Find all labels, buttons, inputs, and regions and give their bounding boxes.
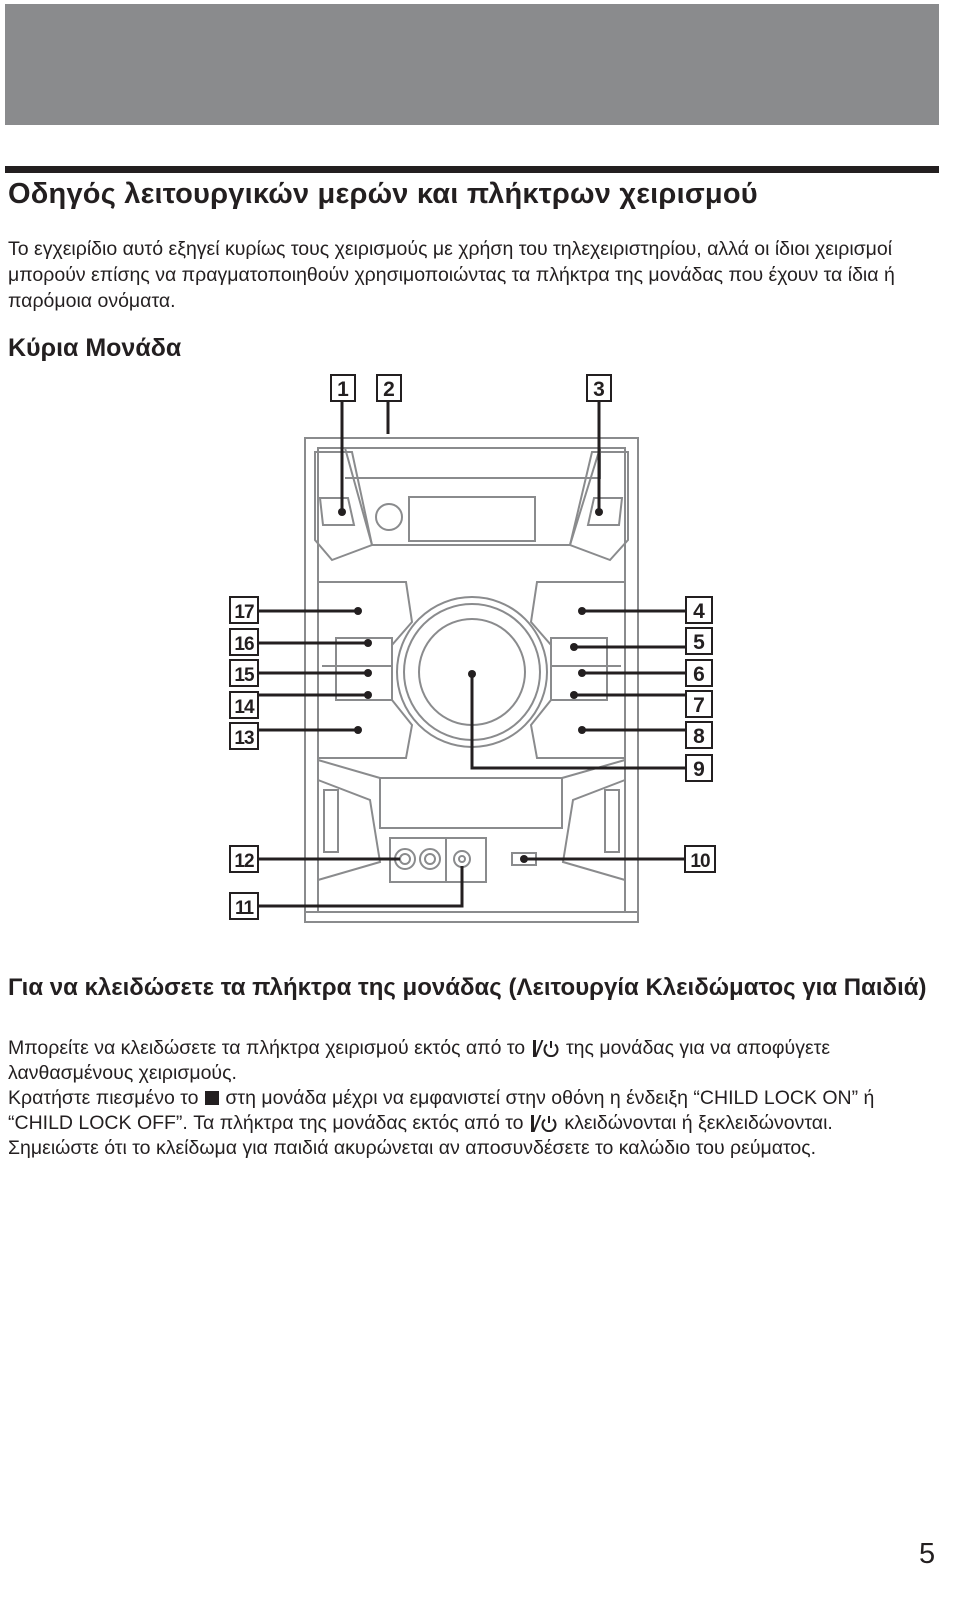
child-lock-paragraph-3: Σημειώστε ότι το κλείδωμα για παιδιά ακυρώνεται αν αποσυνδέσετε το καλώδιο του ρεύματος. — [8, 1137, 817, 1159]
child-lock-paragraph-1 — [8, 1036, 943, 1086]
callout-14: 14 — [234, 697, 254, 718]
child-lock-p2-text-c: κλειδώνονται ή ξεκλειδώνονται. — [564, 1112, 833, 1134]
callout-4: 4 — [693, 600, 705, 623]
callout-15: 15 — [234, 665, 254, 686]
page-title: Οδηγός λειτουργικών μερών και πλήκτρων χειρισμού — [8, 178, 758, 210]
child-lock-p1-text-b: της μονάδας για να αποφύγετε λανθασμένους χειρισμούς. — [8, 1037, 831, 1084]
main-unit-heading: Κύρια Μονάδα — [8, 334, 182, 362]
header-band — [5, 4, 939, 125]
display-window — [409, 497, 535, 541]
callout-2: 2 — [383, 378, 395, 401]
right-button-cluster — [531, 582, 625, 758]
child-lock-body — [8, 1036, 943, 1161]
callout-1: 1 — [337, 378, 349, 401]
callout-3: 3 — [593, 378, 605, 401]
callout-10: 10 — [690, 851, 710, 872]
child-lock-p1-text-a: Μπορείτε να κλειδώσετε τα πλήκτρα χειρισμού εκτός από το — [8, 1037, 526, 1059]
page-number: 5 — [919, 1538, 936, 1570]
callout-17: 17 — [234, 602, 254, 623]
lower-right-grille — [563, 780, 625, 880]
callout-8: 8 — [693, 725, 705, 748]
child-lock-heading: Για να κλειδώσετε τα πλήκτρα της μονάδας (Λειτουργία Κλειδώματος για Παιδιά) — [8, 974, 927, 1001]
callout-9: 9 — [693, 758, 705, 781]
callout-13: 13 — [234, 728, 254, 749]
intro-paragraph: Το εγχειρίδιο αυτό εξηγεί κυρίως τους χειρισμούς με χρήση του τηλεχειριστηρίου, αλλά οι ίδιοι χειρισμοί μπορούν επίσης να πραγματοποιηθούν χρησιμοποιώντας τα πλήκτρα της μονάδας που έχουν τα ίδια ή παρόμοια ονόματα. — [8, 238, 895, 312]
lower-panel — [380, 778, 562, 828]
child-lock-p2-text-b: στη μονάδα μέχρι να εμφανιστεί στην οθόνη η ένδειξη “CHILD LOCK ON” ή “CHILD LOCK OFF”. Τα πλήκτρα της μονάδας εκτός από το — [8, 1087, 875, 1134]
volume-knob — [376, 504, 402, 530]
main-unit-diagram — [0, 360, 960, 960]
lower-left-grille — [318, 780, 380, 880]
callout-5: 5 — [693, 631, 705, 654]
callout-12: 12 — [234, 851, 254, 872]
connector-panel — [390, 838, 486, 882]
child-lock-paragraph-2 — [8, 1086, 943, 1136]
callout-16: 16 — [234, 634, 254, 655]
stop-icon — [205, 1091, 219, 1105]
child-lock-p2-text-a: Κρατήστε πιεσμένο το — [8, 1087, 199, 1109]
callout-11: 11 — [234, 898, 254, 919]
callout-7: 7 — [693, 694, 705, 717]
title-rule — [5, 166, 939, 173]
power-icon — [533, 1040, 559, 1057]
top-panel — [345, 448, 600, 478]
power-icon — [531, 1115, 557, 1132]
callout-6: 6 — [693, 663, 705, 686]
